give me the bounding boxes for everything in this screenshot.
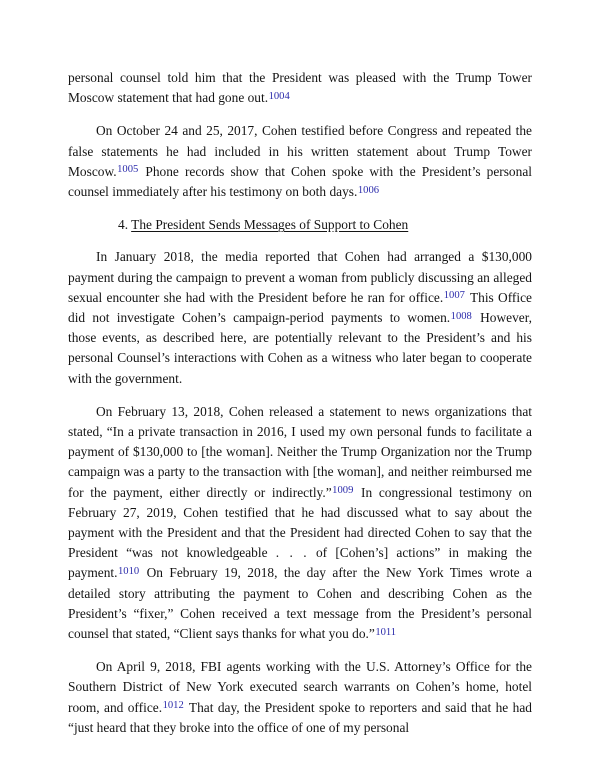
paragraph-text-run: On April 9, 2018, FBI agents working with the U.S. Attorney’s Office for the Southern District of New York executed search warrants on Cohen’s home, hotel room, and office. xyxy=(68,659,532,715)
footnote-reference-1005[interactable]: 1005 xyxy=(117,164,139,176)
paragraph-text-run: Phone records show that Cohen spoke with the President’s personal counsel immediately after his testimony on both days. xyxy=(68,163,532,200)
footnote-reference-1008[interactable]: 1008 xyxy=(450,310,472,322)
footnote-reference-1007[interactable]: 1007 xyxy=(443,290,465,302)
section-heading-messages-of-support xyxy=(68,215,532,235)
quotation-ellipsis: . . . xyxy=(275,545,308,561)
paragraph-text-run: In congressional testimony on February 27, 2019, Cohen testified that he had discussed what to say about the payment with the President and that the President had directed Cohen to say that the President “was not knowledgeable xyxy=(68,484,532,561)
paragraph-cohen-testified-before-congress xyxy=(68,121,532,202)
paragraph-text-run: That day, the President spoke to reporters and said that he had “just heard that they broke into the office of one of my personal xyxy=(68,699,532,735)
paragraph-text-run: On February 13, 2018, Cohen released a statement to news organizations that stated, “In a private transaction in 2016, I used my own personal funds to facilitate a payment of $130,000 to [the woman]. Neither the Trump Organization nor the Trump campaign was a party to the transaction with [the woman], and neither reimbursed me for the payment, either directly or indirectly.” xyxy=(68,403,532,500)
paragraph-text-run: On October 24 and 25, 2017, Cohen testified before Congress and repeated the false statements he had included in his written statement about Trump Tower Moscow. xyxy=(68,123,532,179)
footnote-reference-1012[interactable]: 1012 xyxy=(162,700,184,712)
paragraph-text-run: This Office did not investigate Cohen’s campaign-period payments to women. xyxy=(68,289,532,326)
section-heading-title: The President Sends Messages of Support to Cohen xyxy=(131,217,409,233)
footnote-reference-1009[interactable]: 1009 xyxy=(332,485,354,497)
paragraph-text-run: However, those events, as described here, are potentially relevant to the President’s and his personal Counsel’s interactions with Cohen as a witness who later began to cooperate with the government. xyxy=(68,310,532,386)
paragraph-text-run: On February 19, 2018, the day after the New York Times wrote a detailed story attributing the payment to Cohen and describing Cohen as the President’s “fixer,” Cohen received a text message from the President’s personal counsel that stated, “Client says thanks for what you do.” xyxy=(68,565,532,642)
paragraph-january-2018-media-reported-payment xyxy=(68,247,532,388)
paragraph-text-run: of [Cohen’s] actions” in making the payment. xyxy=(68,545,532,581)
footnote-reference-1010[interactable]: 1010 xyxy=(117,565,140,577)
footnote-reference-1006[interactable]: 1006 xyxy=(357,184,380,196)
paragraph-text-run: In January 2018, the media reported that Cohen had arranged a $130,000 payment during the campaign to prevent a woman from publicly discussing an alleged sexual encounter she had with the President before he ran for office. xyxy=(68,249,532,305)
paragraph-trump-tower-moscow-statement xyxy=(68,68,532,108)
footnote-reference-1011[interactable]: 1011 xyxy=(375,626,397,638)
paragraph-text-run: personal counsel told him that the President was pleased with the Trump Tower Moscow statement that had gone out. xyxy=(68,70,532,106)
footnote-reference-1004[interactable]: 1004 xyxy=(268,90,290,102)
text-column xyxy=(68,68,532,751)
paragraph-february-2018-cohen-statement xyxy=(68,402,532,644)
paragraph-april-2018-fbi-search-warrants xyxy=(68,657,532,738)
section-heading-number: 4. xyxy=(118,217,129,233)
